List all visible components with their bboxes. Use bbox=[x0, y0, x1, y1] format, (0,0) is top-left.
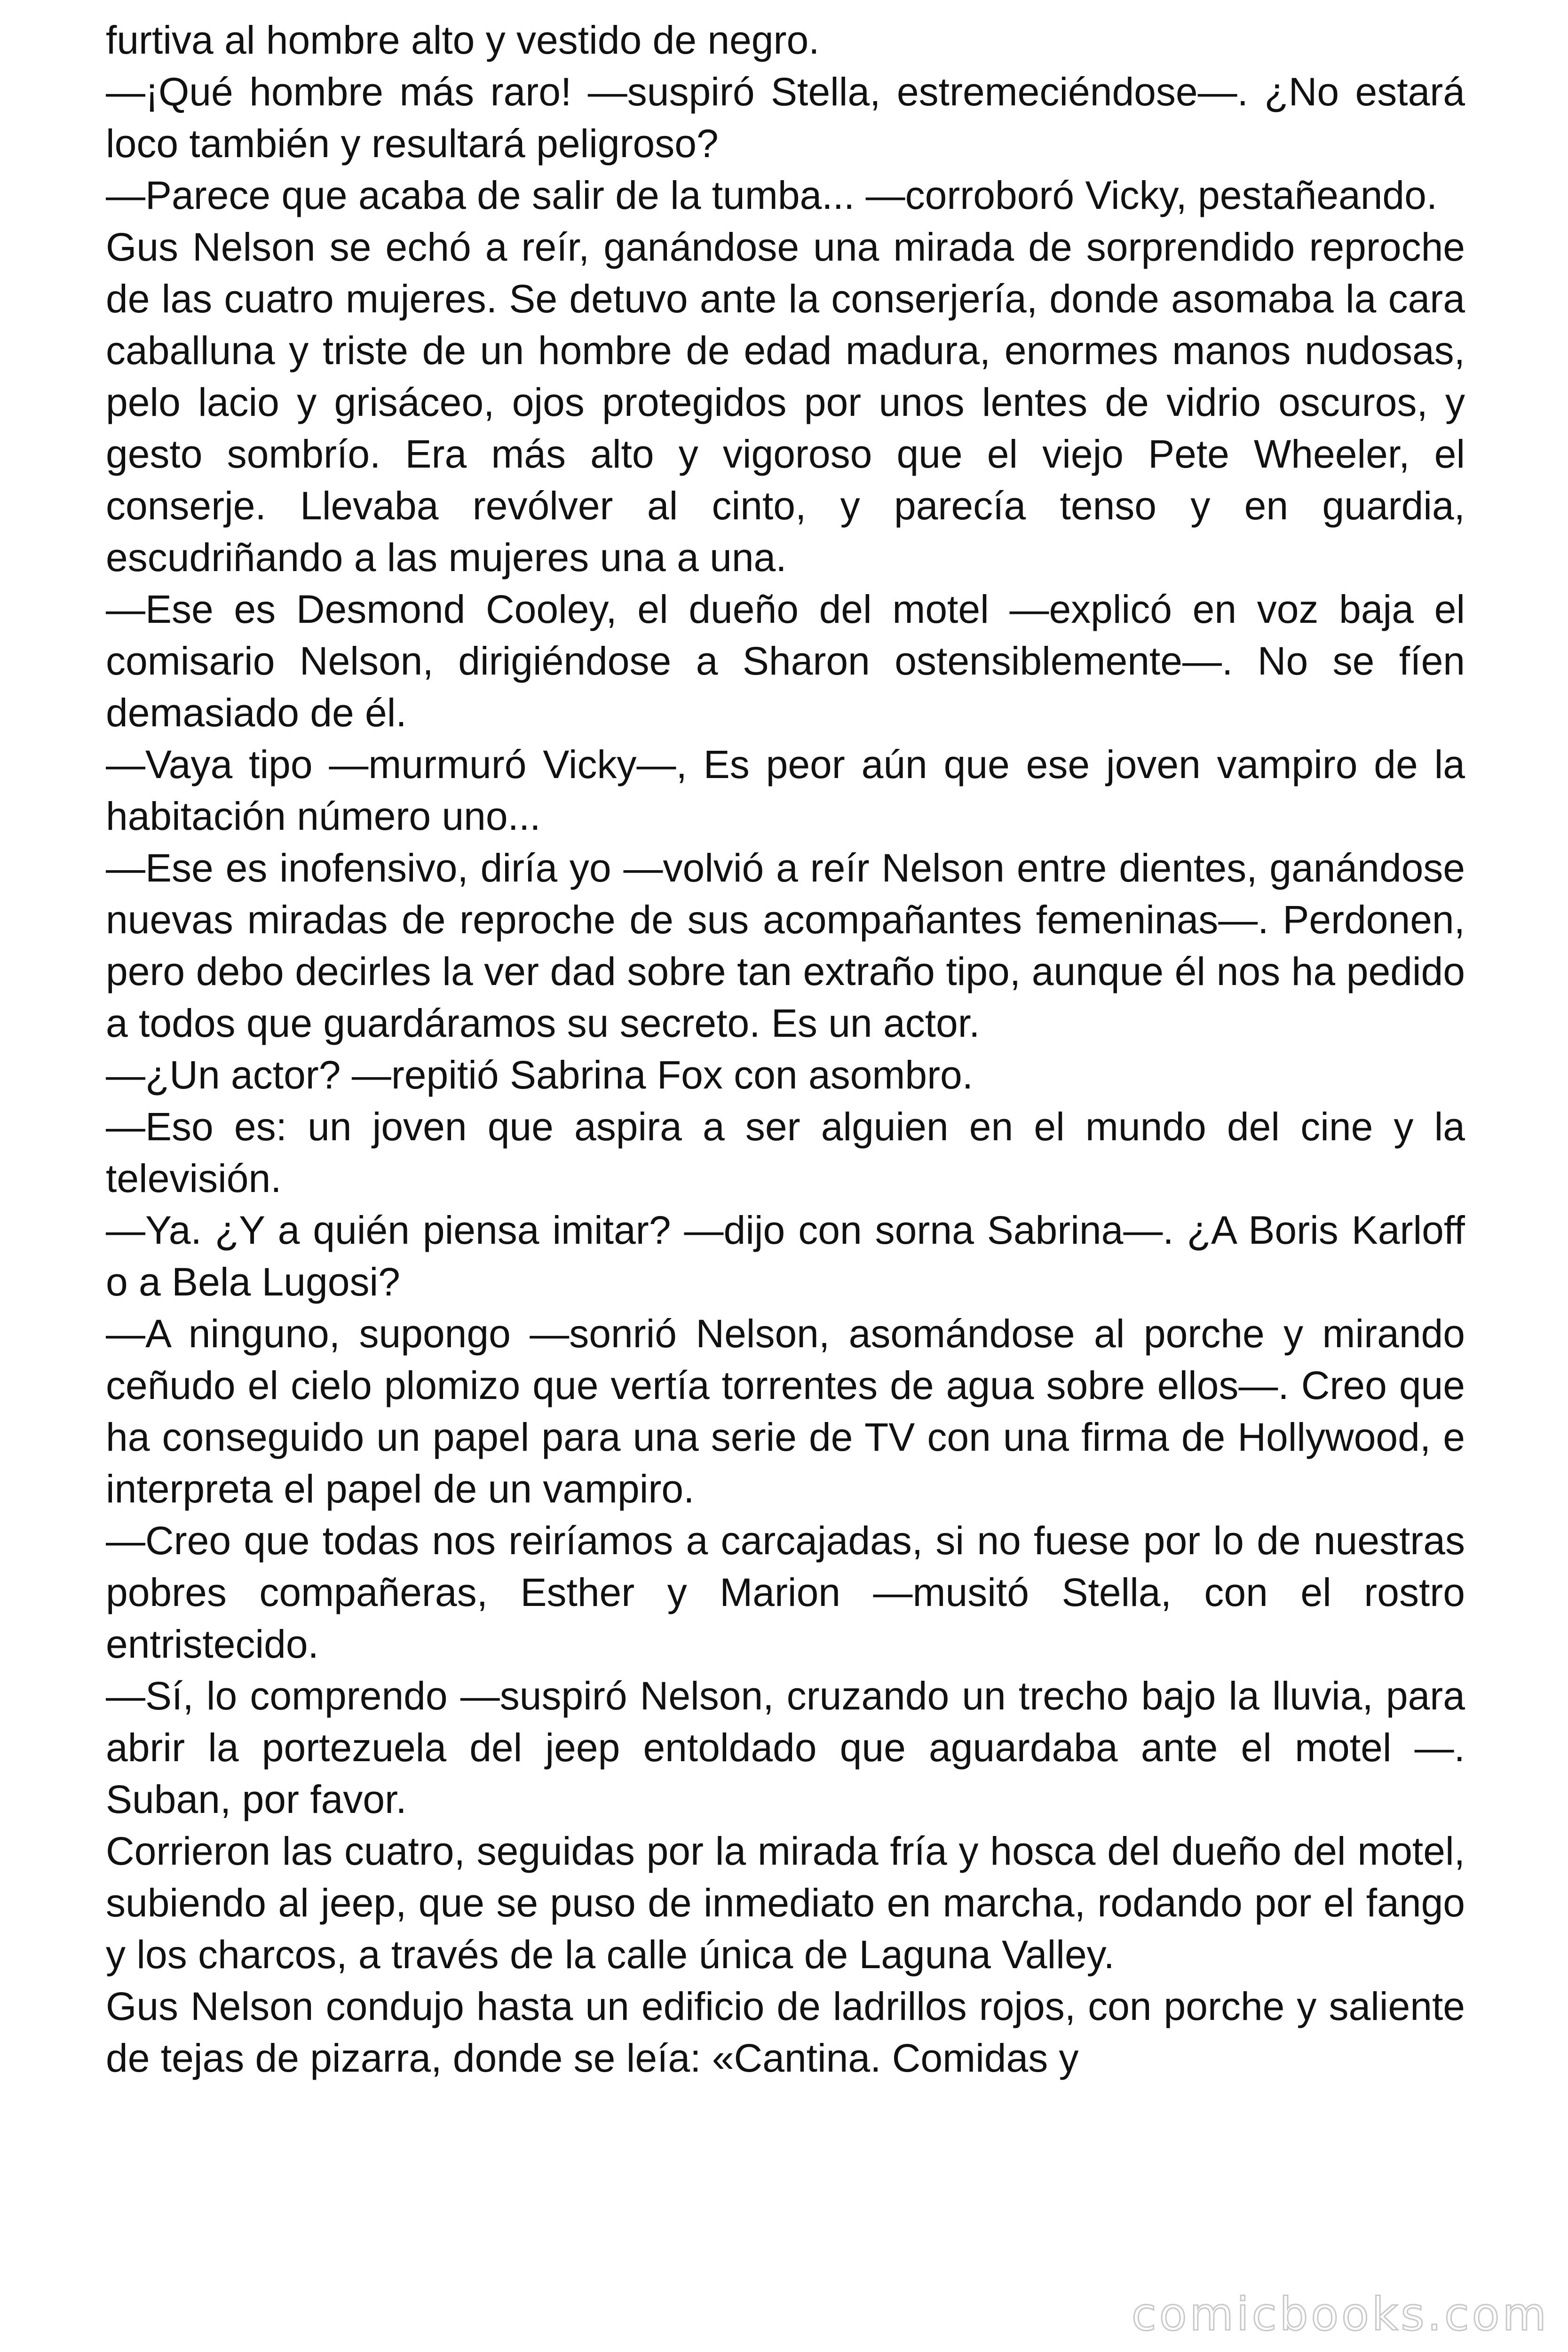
paragraph: furtiva al hombre alto y vestido de negro. bbox=[106, 18, 820, 62]
paragraph: —Ya. ¿Y a quién piensa imitar? —dijo con sorna Sabrina—. ¿A Boris Karloff o a Bela Lugosi? bbox=[106, 1208, 1465, 1304]
watermark: comicbooks.com bbox=[1131, 2288, 1549, 2341]
paragraph: —Eso es: un joven que aspira a ser alguien en el mundo del cine y la televisión. bbox=[106, 1104, 1465, 1200]
paragraph: Gus Nelson condujo hasta un edificio de ladrillos rojos, con porche y saliente de tejas de pizarra, donde se leía: «Cantina. Comidas y bbox=[106, 1984, 1465, 2080]
paragraph: —Parece que acaba de salir de la tumba... —corroboró Vicky, pestañeando. bbox=[106, 173, 1438, 217]
paragraph: Corrieron las cuatro, seguidas por la mirada fría y hosca del dueño del motel, subiendo al jeep, que se puso de inmediato en marcha, rodando por el fango y los charcos, a través de la calle única de Laguna Valley. bbox=[106, 1829, 1465, 1977]
paragraph: —A ninguno, supongo —sonrió Nelson, asomándose al porche y mirando ceñudo el cielo plomizo que vertía torrentes de agua sobre ellos—. Creo que ha conseguido un papel para una serie de TV con una firma de Hollywood, e interpreta el papel de un vampiro. bbox=[106, 1311, 1465, 1511]
paragraph: —Ese es Desmond Cooley, el dueño del motel —explicó en voz baja el comisario Nelson, dirigiéndose a Sharon ostensiblemente—. No se fíen demasiado de él. bbox=[106, 587, 1465, 735]
paragraph: Gus Nelson se echó a reír, ganándose una mirada de sorprendido reproche de las cuatro mujeres. Se detuvo ante la conserjería, donde asomaba la cara caballuna y triste de un hombre de edad madura, enormes manos nudosas, pelo lacio y grisáceo, ojos protegidos por unos lentes de vidrio oscuros, y gesto sombrío. Era más alto y vigoroso que el viejo Pete Wheeler, el conserje. Llevaba revólver al cinto, y parecía tenso y en guardia, escudriñando a las mujeres una a una. bbox=[106, 225, 1465, 580]
paragraph: —Sí, lo comprendo —suspiró Nelson, cruzando un trecho bajo la lluvia, para abrir la portezuela del jeep entoldado que aguardaba ante el motel —. Suban, por favor. bbox=[106, 1674, 1465, 1821]
paragraph: —Creo que todas nos reiríamos a carcajadas, si no fuese por lo de nuestras pobres compañeras, Esther y Marion —musitó Stella, con el rostro entristecido. bbox=[106, 1518, 1465, 1666]
paragraph: —Vaya tipo —murmuró Vicky—, Es peor aún que ese joven vampiro de la habitación número uno... bbox=[106, 742, 1465, 838]
paragraph: —¡Qué hombre más raro! —suspiró Stella, estremeciéndose—. ¿No estará loco también y resultará peligroso? bbox=[106, 70, 1465, 166]
paragraph: —¿Un actor? —repitió Sabrina Fox con asombro. bbox=[106, 1053, 974, 1097]
book-page bbox=[106, 14, 1465, 2328]
paragraph: —Ese es inofensivo, diría yo —volvió a reír Nelson entre dientes, ganándose nuevas miradas de reproche de sus acompañantes femeninas—. Perdonen, pero debo decirles la ver dad sobre tan extraño tipo, aunque él nos ha pedido a todos que guardáramos su secreto. Es un actor. bbox=[106, 846, 1465, 1045]
